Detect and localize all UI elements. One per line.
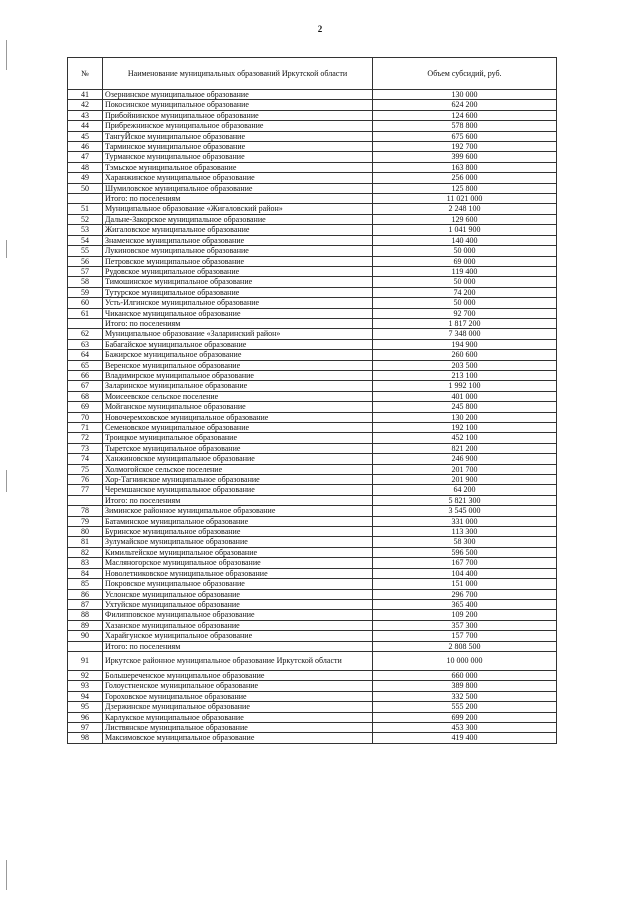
row-number: 57 bbox=[68, 266, 103, 276]
row-number: 51 bbox=[68, 204, 103, 214]
row-municipality-name: Листвянское муниципальное образование bbox=[103, 722, 373, 732]
row-number bbox=[68, 318, 103, 328]
row-number: 86 bbox=[68, 589, 103, 599]
row-number: 93 bbox=[68, 681, 103, 691]
row-subsidy-amount: 260 600 bbox=[373, 350, 557, 360]
row-municipality-name: Итого: по поселениям bbox=[103, 194, 373, 204]
row-municipality-name: Тутурское муниципальное образование bbox=[103, 287, 373, 297]
row-subsidy-amount: 256 000 bbox=[373, 173, 557, 183]
table-row bbox=[68, 631, 557, 641]
row-subsidy-amount: 5 821 300 bbox=[373, 495, 557, 505]
row-number: 50 bbox=[68, 183, 103, 193]
row-number bbox=[68, 641, 103, 651]
row-number: 42 bbox=[68, 100, 103, 110]
page-number: 2 bbox=[317, 24, 323, 34]
row-number: 43 bbox=[68, 110, 103, 120]
row-subsidy-amount: 167 700 bbox=[373, 558, 557, 568]
row-number: 44 bbox=[68, 121, 103, 131]
row-number: 75 bbox=[68, 464, 103, 474]
row-subsidy-amount: 69 000 bbox=[373, 256, 557, 266]
row-subsidy-amount: 140 400 bbox=[373, 235, 557, 245]
row-municipality-name: Масляногорское муниципальное образование bbox=[103, 558, 373, 568]
table-row bbox=[68, 162, 557, 172]
table-row bbox=[68, 506, 557, 516]
row-municipality-name: Петровское муниципальное образование bbox=[103, 256, 373, 266]
row-number: 76 bbox=[68, 475, 103, 485]
row-municipality-name: Муниципальное образование «Заларинский район» bbox=[103, 329, 373, 339]
table-row bbox=[68, 681, 557, 691]
row-municipality-name: Хор-Тагнинское муниципальное образование bbox=[103, 475, 373, 485]
row-subsidy-amount: 201 700 bbox=[373, 464, 557, 474]
row-municipality-name: Буринское муниципальное образование bbox=[103, 527, 373, 537]
row-number bbox=[68, 495, 103, 505]
row-number: 63 bbox=[68, 339, 103, 349]
row-number: 90 bbox=[68, 631, 103, 641]
table-row bbox=[68, 235, 557, 245]
row-number: 79 bbox=[68, 516, 103, 526]
row-subsidy-amount: 64 200 bbox=[373, 485, 557, 495]
row-number: 56 bbox=[68, 256, 103, 266]
row-municipality-name: Муниципальное образование «Жигаловский район» bbox=[103, 204, 373, 214]
row-municipality-name: Тарминское муниципальное образование bbox=[103, 142, 373, 152]
row-subsidy-amount: 399 600 bbox=[373, 152, 557, 162]
table-row bbox=[68, 670, 557, 680]
row-subsidy-amount: 124 600 bbox=[373, 110, 557, 120]
table-row bbox=[68, 350, 557, 360]
row-municipality-name: Бабагайское муниципальное образование bbox=[103, 339, 373, 349]
row-subsidy-amount: 7 348 000 bbox=[373, 329, 557, 339]
table-row bbox=[68, 547, 557, 557]
row-subsidy-amount: 113 300 bbox=[373, 527, 557, 537]
row-subsidy-amount: 453 300 bbox=[373, 722, 557, 732]
table-row bbox=[68, 381, 557, 391]
row-subsidy-amount: 157 700 bbox=[373, 631, 557, 641]
row-municipality-name: Усть-Илгинское муниципальное образование bbox=[103, 298, 373, 308]
row-number: 62 bbox=[68, 329, 103, 339]
row-number: 52 bbox=[68, 214, 103, 224]
row-subsidy-amount: 596 500 bbox=[373, 547, 557, 557]
table-row bbox=[68, 391, 557, 401]
row-number: 61 bbox=[68, 308, 103, 318]
row-municipality-name: Рудовское муниципальное образование bbox=[103, 266, 373, 276]
row-number bbox=[68, 194, 103, 204]
table-row bbox=[68, 329, 557, 339]
table-row bbox=[68, 402, 557, 412]
row-municipality-name: Новолетниковское муниципальное образование bbox=[103, 568, 373, 578]
row-municipality-name: Троицкое муниципальное образование bbox=[103, 433, 373, 443]
table-row bbox=[68, 287, 557, 297]
table-row bbox=[68, 620, 557, 630]
table-body bbox=[68, 90, 557, 744]
row-subsidy-amount: 192 700 bbox=[373, 142, 557, 152]
row-municipality-name: Тыретское муниципальное образование bbox=[103, 443, 373, 453]
row-subsidy-amount: 50 000 bbox=[373, 298, 557, 308]
row-municipality-name: Карлукское муниципальное образование bbox=[103, 712, 373, 722]
table-row bbox=[68, 90, 557, 100]
row-subsidy-amount: 1 817 200 bbox=[373, 318, 557, 328]
row-municipality-name: Чиканское муниципальное образование bbox=[103, 308, 373, 318]
table-row bbox=[68, 152, 557, 162]
row-subsidy-amount: 201 900 bbox=[373, 475, 557, 485]
row-municipality-name: Владимирское муниципальное образование bbox=[103, 370, 373, 380]
table-row bbox=[68, 464, 557, 474]
row-number: 85 bbox=[68, 579, 103, 589]
table-row bbox=[68, 110, 557, 120]
table-row bbox=[68, 183, 557, 193]
table-row bbox=[68, 733, 557, 743]
row-number: 54 bbox=[68, 235, 103, 245]
row-municipality-name: Ханжиновское муниципальное образование bbox=[103, 454, 373, 464]
table-row bbox=[68, 537, 557, 547]
row-municipality-name: Гороховское муниципальное образование bbox=[103, 691, 373, 701]
table-row bbox=[68, 121, 557, 131]
row-subsidy-amount: 92 700 bbox=[373, 308, 557, 318]
table-row bbox=[68, 433, 557, 443]
row-subsidy-amount: 555 200 bbox=[373, 702, 557, 712]
row-municipality-name: Турманское муниципальное образование bbox=[103, 152, 373, 162]
row-subsidy-amount: 104 400 bbox=[373, 568, 557, 578]
row-number: 91 bbox=[68, 651, 103, 670]
row-number: 46 bbox=[68, 142, 103, 152]
row-number: 92 bbox=[68, 670, 103, 680]
row-municipality-name: Хазанское муниципальное образование bbox=[103, 620, 373, 630]
row-municipality-name: Ухтуйское муниципальное образование bbox=[103, 599, 373, 609]
row-municipality-name: Большереченское муниципальное образование bbox=[103, 670, 373, 680]
row-number: 78 bbox=[68, 506, 103, 516]
row-subsidy-amount: 130 000 bbox=[373, 90, 557, 100]
row-subsidy-amount: 296 700 bbox=[373, 589, 557, 599]
row-subsidy-amount: 419 400 bbox=[373, 733, 557, 743]
row-subsidy-amount: 10 000 000 bbox=[373, 651, 557, 670]
row-municipality-name: Озернинское муниципальное образование bbox=[103, 90, 373, 100]
scan-edge-marks bbox=[6, 0, 8, 905]
table-row bbox=[68, 277, 557, 287]
table-row bbox=[68, 370, 557, 380]
table-row bbox=[68, 246, 557, 256]
row-subsidy-amount: 1 992 100 bbox=[373, 381, 557, 391]
row-municipality-name: Прибрежнинское муниципальное образование bbox=[103, 121, 373, 131]
table-row bbox=[68, 651, 557, 670]
row-number: 73 bbox=[68, 443, 103, 453]
table-row bbox=[68, 225, 557, 235]
header-municipality-name: Наименование муниципальных образований Иркутской области bbox=[103, 58, 373, 90]
row-municipality-name: Семеновское муниципальное образование bbox=[103, 423, 373, 433]
table-row bbox=[68, 266, 557, 276]
row-subsidy-amount: 58 300 bbox=[373, 537, 557, 547]
row-municipality-name: Максимовское муниципальное образование bbox=[103, 733, 373, 743]
row-number: 68 bbox=[68, 391, 103, 401]
row-number: 96 bbox=[68, 712, 103, 722]
row-municipality-name: Лукиновское муниципальное образование bbox=[103, 246, 373, 256]
row-municipality-name: Моисеевское сельское поселение bbox=[103, 391, 373, 401]
row-number: 84 bbox=[68, 568, 103, 578]
row-municipality-name: Жигаловское муниципальное образование bbox=[103, 225, 373, 235]
row-subsidy-amount: 245 800 bbox=[373, 402, 557, 412]
row-subsidy-amount: 357 300 bbox=[373, 620, 557, 630]
row-subsidy-amount: 660 000 bbox=[373, 670, 557, 680]
table-row bbox=[68, 558, 557, 568]
subsidy-table bbox=[67, 57, 557, 744]
table-row bbox=[68, 423, 557, 433]
table-row bbox=[68, 256, 557, 266]
row-municipality-name: Тимошинское муниципальное образование bbox=[103, 277, 373, 287]
row-subsidy-amount: 213 100 bbox=[373, 370, 557, 380]
row-subsidy-amount: 2 248 100 bbox=[373, 204, 557, 214]
row-number: 45 bbox=[68, 131, 103, 141]
row-subsidy-amount: 578 800 bbox=[373, 121, 557, 131]
table-row bbox=[68, 485, 557, 495]
row-number: 72 bbox=[68, 433, 103, 443]
row-number: 70 bbox=[68, 412, 103, 422]
table-row bbox=[68, 443, 557, 453]
row-municipality-name: Итого: по поселениям bbox=[103, 641, 373, 651]
row-municipality-name: Прибойнинское муниципальное образование bbox=[103, 110, 373, 120]
row-subsidy-amount: 675 600 bbox=[373, 131, 557, 141]
table-row bbox=[68, 691, 557, 701]
row-subsidy-amount: 50 000 bbox=[373, 277, 557, 287]
row-municipality-name: Зулумайское муниципальное образование bbox=[103, 537, 373, 547]
row-number: 77 bbox=[68, 485, 103, 495]
row-number: 97 bbox=[68, 722, 103, 732]
row-municipality-name: Услонское муниципальное образование bbox=[103, 589, 373, 599]
row-number: 65 bbox=[68, 360, 103, 370]
table-row bbox=[68, 142, 557, 152]
row-subsidy-amount: 624 200 bbox=[373, 100, 557, 110]
row-subsidy-amount: 389 800 bbox=[373, 681, 557, 691]
row-municipality-name: Батаминское муниципальное образование bbox=[103, 516, 373, 526]
table-row bbox=[68, 722, 557, 732]
table-row bbox=[68, 339, 557, 349]
row-municipality-name: Дзержинское муниципальное образование bbox=[103, 702, 373, 712]
table-row bbox=[68, 527, 557, 537]
row-subsidy-amount: 151 000 bbox=[373, 579, 557, 589]
row-municipality-name: Харайгунское муниципальное образование bbox=[103, 631, 373, 641]
table-row bbox=[68, 712, 557, 722]
table-row bbox=[68, 475, 557, 485]
row-subsidy-amount: 365 400 bbox=[373, 599, 557, 609]
table-row bbox=[68, 360, 557, 370]
table-row bbox=[68, 610, 557, 620]
row-number: 83 bbox=[68, 558, 103, 568]
row-subsidy-amount: 50 000 bbox=[373, 246, 557, 256]
row-number: 49 bbox=[68, 173, 103, 183]
table-row bbox=[68, 412, 557, 422]
row-subsidy-amount: 2 808 500 bbox=[373, 641, 557, 651]
row-subsidy-amount: 1 041 900 bbox=[373, 225, 557, 235]
table-row bbox=[68, 308, 557, 318]
row-municipality-name: Новочеремховское муниципальное образование bbox=[103, 412, 373, 422]
row-municipality-name: Итого: по поселениям bbox=[103, 495, 373, 505]
row-number: 66 bbox=[68, 370, 103, 380]
row-number: 48 bbox=[68, 162, 103, 172]
table-row bbox=[68, 204, 557, 214]
row-subsidy-amount: 129 600 bbox=[373, 214, 557, 224]
row-number: 58 bbox=[68, 277, 103, 287]
row-number: 53 bbox=[68, 225, 103, 235]
row-municipality-name: Веренское муниципальное образование bbox=[103, 360, 373, 370]
row-number: 98 bbox=[68, 733, 103, 743]
row-subsidy-amount: 246 900 bbox=[373, 454, 557, 464]
row-municipality-name: Холмогойское сельское поселение bbox=[103, 464, 373, 474]
row-number: 81 bbox=[68, 537, 103, 547]
table-row-subtotal bbox=[68, 641, 557, 651]
table-row-subtotal bbox=[68, 194, 557, 204]
table-header-row bbox=[68, 58, 557, 90]
row-municipality-name: Знаменское муниципальное образование bbox=[103, 235, 373, 245]
row-municipality-name: Покосинское муниципальное образование bbox=[103, 100, 373, 110]
row-subsidy-amount: 11 021 000 bbox=[373, 194, 557, 204]
row-municipality-name: Зиминское районное муниципальное образование bbox=[103, 506, 373, 516]
row-number: 60 bbox=[68, 298, 103, 308]
row-municipality-name: Харанжинское муниципальное образование bbox=[103, 173, 373, 183]
row-municipality-name: Покровское муниципальное образование bbox=[103, 579, 373, 589]
row-subsidy-amount: 125 800 bbox=[373, 183, 557, 193]
row-municipality-name: Итого: по поселениям bbox=[103, 318, 373, 328]
row-number: 71 bbox=[68, 423, 103, 433]
row-number: 41 bbox=[68, 90, 103, 100]
row-municipality-name: Кимильтейское муниципальное образование bbox=[103, 547, 373, 557]
table-row bbox=[68, 131, 557, 141]
row-subsidy-amount: 194 900 bbox=[373, 339, 557, 349]
table-row bbox=[68, 173, 557, 183]
row-subsidy-amount: 821 200 bbox=[373, 443, 557, 453]
row-municipality-name: Голоустненское муниципальное образование bbox=[103, 681, 373, 691]
row-number: 82 bbox=[68, 547, 103, 557]
row-subsidy-amount: 699 200 bbox=[373, 712, 557, 722]
table-row bbox=[68, 516, 557, 526]
table-row bbox=[68, 454, 557, 464]
row-subsidy-amount: 192 100 bbox=[373, 423, 557, 433]
table-row-subtotal bbox=[68, 495, 557, 505]
table-row bbox=[68, 298, 557, 308]
row-subsidy-amount: 130 200 bbox=[373, 412, 557, 422]
row-number: 67 bbox=[68, 381, 103, 391]
row-municipality-name: Иркутское районное муниципальное образование Иркутской области bbox=[103, 651, 373, 670]
row-subsidy-amount: 3 545 000 bbox=[373, 506, 557, 516]
row-municipality-name: Шумиловское муниципальное образование bbox=[103, 183, 373, 193]
row-subsidy-amount: 331 000 bbox=[373, 516, 557, 526]
row-municipality-name: Тэмьское муниципальное образование bbox=[103, 162, 373, 172]
row-number: 95 bbox=[68, 702, 103, 712]
row-subsidy-amount: 109 200 bbox=[373, 610, 557, 620]
row-subsidy-amount: 119 400 bbox=[373, 266, 557, 276]
table-row bbox=[68, 568, 557, 578]
row-subsidy-amount: 452 100 bbox=[373, 433, 557, 443]
row-municipality-name: ТангуЙское муниципальное образование bbox=[103, 131, 373, 141]
header-number: № bbox=[68, 58, 103, 90]
row-number: 55 bbox=[68, 246, 103, 256]
row-number: 47 bbox=[68, 152, 103, 162]
table-row-subtotal bbox=[68, 318, 557, 328]
row-number: 64 bbox=[68, 350, 103, 360]
row-number: 94 bbox=[68, 691, 103, 701]
table-row bbox=[68, 100, 557, 110]
header-subsidy-amount: Объем субсидий, руб. bbox=[373, 58, 557, 90]
row-municipality-name: Черемшанское муниципальное образование bbox=[103, 485, 373, 495]
row-number: 59 bbox=[68, 287, 103, 297]
row-number: 87 bbox=[68, 599, 103, 609]
row-subsidy-amount: 203 500 bbox=[373, 360, 557, 370]
row-municipality-name: Филипповское муниципальное образование bbox=[103, 610, 373, 620]
table-row bbox=[68, 579, 557, 589]
row-subsidy-amount: 163 800 bbox=[373, 162, 557, 172]
row-municipality-name: Заларинское муниципальное образование bbox=[103, 381, 373, 391]
row-number: 69 bbox=[68, 402, 103, 412]
row-number: 80 bbox=[68, 527, 103, 537]
row-number: 89 bbox=[68, 620, 103, 630]
table-row bbox=[68, 214, 557, 224]
row-subsidy-amount: 74 200 bbox=[373, 287, 557, 297]
table-row bbox=[68, 599, 557, 609]
table-row bbox=[68, 702, 557, 712]
row-municipality-name: Мойганское муниципальное образование bbox=[103, 402, 373, 412]
row-number: 88 bbox=[68, 610, 103, 620]
row-subsidy-amount: 401 000 bbox=[373, 391, 557, 401]
row-municipality-name: Дальне-Закорское муниципальное образование bbox=[103, 214, 373, 224]
row-number: 74 bbox=[68, 454, 103, 464]
row-municipality-name: Бажирское муниципальное образование bbox=[103, 350, 373, 360]
table-row bbox=[68, 589, 557, 599]
row-subsidy-amount: 332 500 bbox=[373, 691, 557, 701]
